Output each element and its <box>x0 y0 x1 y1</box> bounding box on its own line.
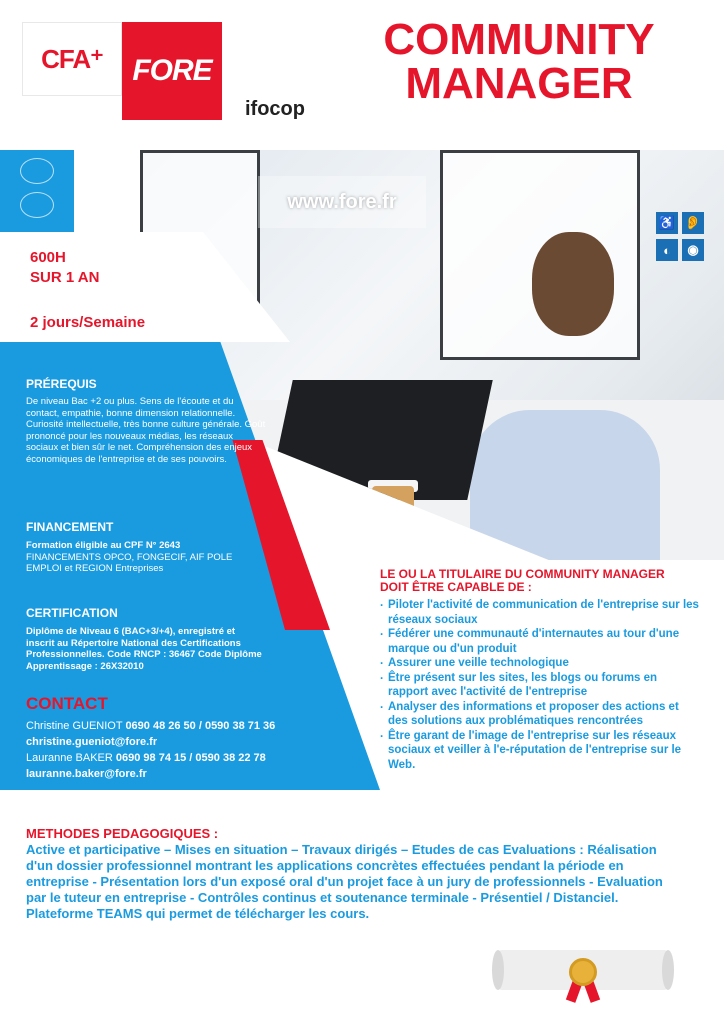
prerequis-title: PRÉREQUIS <box>26 377 97 391</box>
hours-value: 600H <box>30 249 66 266</box>
list-item: . Être garant de l'image de l'entreprise sur les réseaux sociaux et veiller à l'e-réputation de l'entreprise sur le Web. <box>380 729 700 773</box>
list-item: . Analyser des informations et proposer des actions et des solutions aux problématiques rencontrées <box>380 700 700 729</box>
financement-text <box>26 540 266 575</box>
ifocop-logo: ifocop <box>245 98 305 120</box>
hearing-icon: 👂 <box>682 212 704 234</box>
website-link[interactable]: www.fore.fr <box>258 176 426 228</box>
program-rhythm: 2 jours/Semaine <box>30 314 146 331</box>
person-shape <box>470 410 660 560</box>
list-item: . Fédérer une communauté d'internautes au tour d'une marque ou d'un produit <box>380 627 700 656</box>
person-head-shape <box>532 232 614 336</box>
fore-logo <box>122 22 222 120</box>
certification-title: CERTIFICATION <box>26 606 118 620</box>
cfa-logo <box>22 22 122 96</box>
contact-title: CONTACT <box>26 694 108 713</box>
cfa-logo-text: CFA⁺ <box>41 43 103 74</box>
laurel-badge-icon <box>20 158 54 184</box>
contact-phones[interactable]: 0690 48 26 50 / 0590 38 71 36 <box>125 720 276 732</box>
prerequis-text: De niveau Bac +2 ou plus. Sens de l'écoute et du contact, empathie, bonne dimension relationnelle. Curiosité intellectuelle, très bonne culture générale. Goût prononcé pour les nouveaux médias, les réseaux sociaux et bien sûr le net. Compréhension des enjeux économiques de l'entreprise et de ses pouvoirs. <box>26 396 266 465</box>
wheelchair-icon: ♿ <box>656 212 678 234</box>
award-panel <box>0 150 74 232</box>
contact-block <box>26 718 326 782</box>
eye-icon: ◉ <box>682 239 704 261</box>
financement-title: FINANCEMENT <box>26 520 114 534</box>
page-title <box>344 15 694 108</box>
contact-phones[interactable]: 0690 98 74 15 / 0590 38 22 78 <box>115 752 266 764</box>
program-hours <box>30 248 99 288</box>
capacities-list <box>380 598 700 772</box>
diploma-roll-end <box>492 950 504 990</box>
fore-logo-text: FORE <box>132 54 212 87</box>
duration-value: SUR 1 AN <box>30 269 100 286</box>
contact-name: Lauranne BAKER <box>26 752 113 764</box>
coffee-cup-shape <box>372 486 414 548</box>
contact-row <box>26 718 326 734</box>
financement-line-1: Formation éligible au CPF N° 2643 <box>26 540 181 551</box>
certification-text: Diplôme de Niveau 6 (BAC+3/+4), enregistré et inscrit au Répertoire National des Certifications Professionnelles. Code RNCP : 36467 Code Diplôme Apprentissage : 26X32010 <box>26 626 262 672</box>
cognitive-icon: ◐ <box>656 239 678 261</box>
capacities-title: LE OU LA TITULAIRE DU COMMUNITY MANAGER DOIT ÊTRE CAPABLE DE : <box>380 567 665 594</box>
contact-row <box>26 750 326 766</box>
list-item: . Assurer une veille technologique <box>380 656 700 671</box>
contact-email[interactable]: christine.gueniot@fore.fr <box>26 736 158 748</box>
title-line-2: MANAGER <box>405 59 633 108</box>
list-item: . Piloter l'activité de communication de l'entreprise sur les réseaux sociaux <box>380 598 700 627</box>
diploma-roll-end <box>662 950 674 990</box>
list-item: . Être présent sur les sites, les blogs ou forums en rapport avec l'activité de l'entreprise <box>380 671 700 700</box>
title-line-1: COMMUNITY <box>383 15 655 64</box>
medal-icon <box>569 958 597 986</box>
methods-text: Active et participative – Mises en situation – Travaux dirigés – Etudes de cas Evaluations : Réalisation d'un dossier professionnel montrant les applications concrètes effectuées pendant la période en entreprise - Présentation lors d'un exposé oral d'un projet face à un jury de professionnels - Evaluation par le tuteur en entreprise - Contrôles continus et soutenance terminale - Présentiel / Distanciel. Plateforme TEAMS qui permet de télécharger les cours. <box>26 842 663 921</box>
accessibility-icons <box>656 212 704 262</box>
contact-email[interactable]: lauranne.baker@fore.fr <box>26 768 147 780</box>
methods-title: METHODES PEDAGOGIQUES : <box>26 826 219 841</box>
laurel-badge-icon <box>20 192 54 218</box>
financement-line-2: FINANCEMENTS OPCO, FONGECIF, AIF POLE EMPLOI et REGION Entreprises <box>26 551 233 574</box>
contact-name: Christine GUENIOT <box>26 720 123 732</box>
